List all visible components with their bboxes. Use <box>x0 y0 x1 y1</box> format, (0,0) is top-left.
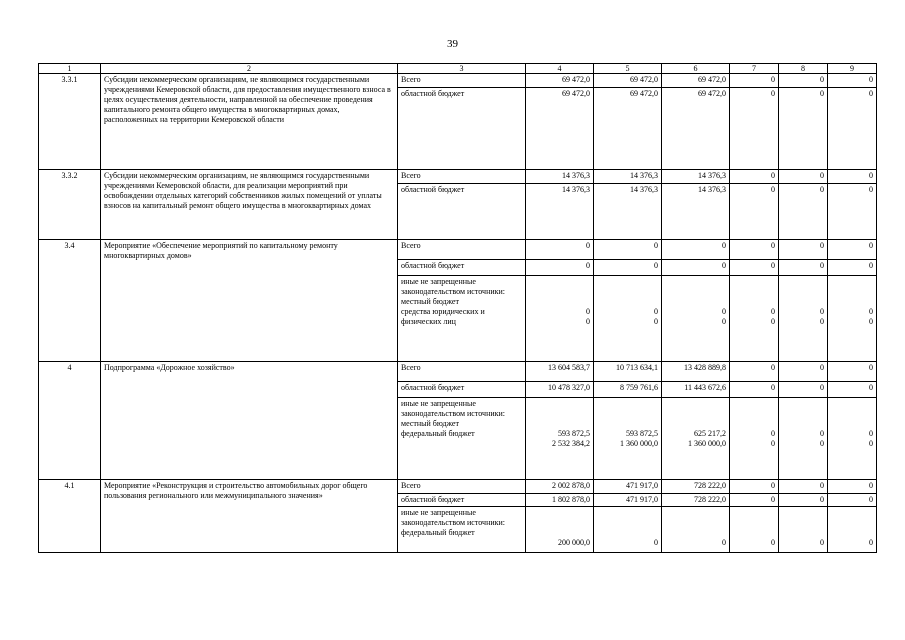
funding-value: 0 <box>730 260 779 276</box>
funding-value: 0 <box>828 362 877 382</box>
spacer <box>782 399 824 429</box>
funding-value: 14 376,3 <box>662 184 730 240</box>
funding-value: 1 802 878,0 <box>526 494 594 507</box>
funding-value: 69 472,0 <box>526 88 594 170</box>
spacer <box>831 277 873 307</box>
funding-value: 10 713 634,1 <box>594 362 662 382</box>
funding-value-cell <box>828 276 877 362</box>
spacer <box>665 399 726 429</box>
funding-value: 13 428 889,8 <box>662 362 730 382</box>
funding-value: 0 <box>779 362 828 382</box>
row-name: Субсидии некоммерческим организациям, не являющимся государственными учреждениями Кемеровской области, для предоставления имущественного взноса в целях осуществления деятельности, направленной на обеспечение проведения капитального ремонта общего имущества в многоквартирных домах, расположенных на территории Кемеровской области <box>101 74 398 170</box>
funding-value: 0 <box>820 317 824 326</box>
funding-value: 0 <box>828 88 877 170</box>
column-header: 5 <box>594 64 662 74</box>
table-row <box>39 362 877 382</box>
funding-value: 0 <box>730 494 779 507</box>
spacer <box>529 508 590 538</box>
header-row <box>39 64 877 74</box>
row-name: Подпрограмма «Дорожное хозяйство» <box>101 362 398 480</box>
funding-value: 0 <box>586 307 590 316</box>
funding-value: 0 <box>771 317 775 326</box>
row-code: 4 <box>39 362 101 480</box>
spacer <box>782 277 824 307</box>
row-code: 3.4 <box>39 240 101 362</box>
funding-value: 0 <box>654 538 658 547</box>
funding-value: 0 <box>869 307 873 316</box>
other-sources-heading: иные не запрещенные законодательством источники: <box>401 277 506 296</box>
funding-value-cell <box>594 276 662 362</box>
funding-value: 0 <box>654 317 658 326</box>
column-header: 3 <box>398 64 526 74</box>
spacer <box>597 508 658 538</box>
funding-value: 471 917,0 <box>594 480 662 494</box>
funding-value: 69 472,0 <box>594 88 662 170</box>
funding-value: 0 <box>730 382 779 398</box>
funding-value-cell <box>828 507 877 553</box>
funding-value: 0 <box>662 260 730 276</box>
funding-source: Всего <box>398 480 526 494</box>
funding-value: 69 472,0 <box>526 74 594 88</box>
funding-value: 0 <box>828 74 877 88</box>
funding-value-cell <box>526 276 594 362</box>
funding-value: 14 376,3 <box>594 184 662 240</box>
funding-source: областной бюджет <box>398 494 526 507</box>
funding-value-cell <box>779 507 828 553</box>
spacer <box>733 399 775 429</box>
funding-value: 0 <box>730 88 779 170</box>
funding-value-cell <box>526 398 594 480</box>
row-name: Мероприятие «Обеспечение мероприятий по капитальному ремонту многоквартирных домов» <box>101 240 398 362</box>
funding-value: 728 222,0 <box>662 480 730 494</box>
column-header: 1 <box>39 64 101 74</box>
row-code: 4.1 <box>39 480 101 553</box>
funding-source: средства юридических и физических лиц <box>401 307 485 326</box>
spacer <box>597 277 658 307</box>
funding-value: 0 <box>771 429 775 438</box>
funding-value: 0 <box>779 240 828 260</box>
funding-value: 0 <box>771 538 775 547</box>
funding-value: 0 <box>779 480 828 494</box>
funding-value: 0 <box>869 439 873 448</box>
funding-value-cell <box>662 507 730 553</box>
funding-source: Всего <box>398 170 526 184</box>
funding-value: 0 <box>828 184 877 240</box>
funding-value: 0 <box>779 170 828 184</box>
funding-value: 471 917,0 <box>594 494 662 507</box>
column-header: 8 <box>779 64 828 74</box>
funding-source: областной бюджет <box>398 88 526 170</box>
funding-value: 0 <box>662 240 730 260</box>
funding-value-cell <box>594 507 662 553</box>
funding-value: 10 478 327,0 <box>526 382 594 398</box>
funding-value: 69 472,0 <box>662 74 730 88</box>
page-number: 39 <box>447 38 458 50</box>
column-header: 9 <box>828 64 877 74</box>
spacer <box>529 277 590 307</box>
column-header: 6 <box>662 64 730 74</box>
funding-value: 0 <box>586 317 590 326</box>
funding-value: 0 <box>722 307 726 316</box>
funding-value-cell <box>779 276 828 362</box>
funding-value: 0 <box>779 260 828 276</box>
spacer <box>665 277 726 307</box>
funding-source: местный бюджет <box>401 297 459 306</box>
row-code: 3.3.2 <box>39 170 101 240</box>
funding-value: 0 <box>594 260 662 276</box>
funding-value: 625 217,2 <box>694 429 726 438</box>
funding-value: 0 <box>828 480 877 494</box>
funding-value-cell <box>730 276 779 362</box>
funding-value: 0 <box>722 538 726 547</box>
funding-value: 0 <box>820 439 824 448</box>
funding-value: 1 360 000,0 <box>620 439 658 448</box>
spacer <box>831 399 873 429</box>
funding-value: 593 872,5 <box>626 429 658 438</box>
spacer <box>782 508 824 538</box>
other-sources <box>398 276 526 362</box>
funding-value: 0 <box>779 74 828 88</box>
funding-source: областной бюджет <box>398 382 526 398</box>
funding-value: 0 <box>722 317 726 326</box>
funding-value: 0 <box>526 240 594 260</box>
funding-source: областной бюджет <box>398 184 526 240</box>
funding-value: 0 <box>730 240 779 260</box>
table-row <box>39 240 877 260</box>
funding-value-cell <box>594 398 662 480</box>
funding-value: 0 <box>820 307 824 316</box>
funding-value: 593 872,5 <box>558 429 590 438</box>
funding-value-cell <box>526 507 594 553</box>
column-header: 2 <box>101 64 398 74</box>
funding-value: 200 000,0 <box>558 538 590 547</box>
funding-value: 0 <box>869 317 873 326</box>
funding-value: 0 <box>771 439 775 448</box>
funding-value-cell <box>662 276 730 362</box>
funding-source: местный бюджет <box>401 419 459 428</box>
column-header: 7 <box>730 64 779 74</box>
funding-value: 0 <box>828 170 877 184</box>
funding-value-cell <box>730 507 779 553</box>
funding-value-cell <box>730 398 779 480</box>
table-row <box>39 74 877 88</box>
funding-value: 8 759 761,6 <box>594 382 662 398</box>
table-row <box>39 170 877 184</box>
row-code: 3.3.1 <box>39 74 101 170</box>
funding-value: 0 <box>779 382 828 398</box>
other-sources-heading: иные не запрещенные законодательством источники: <box>401 508 506 527</box>
funding-source: Всего <box>398 74 526 88</box>
funding-value: 0 <box>730 184 779 240</box>
funding-value: 14 376,3 <box>594 170 662 184</box>
funding-value: 69 472,0 <box>594 74 662 88</box>
funding-value: 0 <box>828 494 877 507</box>
row-name: Субсидии некоммерческим организациям, не являющимся государственными учреждениями Кемеровской области, для реализации мероприятий при освобождении отдельных категорий собственников жилых помещений от уплаты взносов на капитальный ремонт общего имущества в многоквартирных домах <box>101 170 398 240</box>
funding-value: 13 604 583,7 <box>526 362 594 382</box>
table-row <box>39 480 877 494</box>
funding-value: 2 002 878,0 <box>526 480 594 494</box>
funding-value: 14 376,3 <box>662 170 730 184</box>
funding-value: 2 532 384,2 <box>552 439 590 448</box>
other-sources-heading: иные не запрещенные законодательством источники: <box>401 399 506 418</box>
funding-value: 0 <box>526 260 594 276</box>
funding-value: 0 <box>828 240 877 260</box>
funding-value: 0 <box>779 184 828 240</box>
funding-source: федеральный бюджет <box>401 429 475 438</box>
spacer <box>733 277 775 307</box>
row-name: Мероприятие «Реконструкция и строительство автомобильных дорог общего пользования регионального или межмуниципального значения» <box>101 480 398 553</box>
funding-source: областной бюджет <box>398 260 526 276</box>
funding-value: 728 222,0 <box>662 494 730 507</box>
funding-value: 0 <box>779 88 828 170</box>
funding-value: 1 360 000,0 <box>688 439 726 448</box>
funding-value: 11 443 672,6 <box>662 382 730 398</box>
funding-value: 0 <box>820 429 824 438</box>
funding-value: 0 <box>828 382 877 398</box>
other-sources <box>398 398 526 480</box>
budget-table <box>38 63 877 553</box>
funding-value-cell <box>828 398 877 480</box>
funding-value: 14 376,3 <box>526 184 594 240</box>
funding-value-cell <box>662 398 730 480</box>
funding-value: 0 <box>730 74 779 88</box>
funding-value: 0 <box>771 307 775 316</box>
funding-value: 0 <box>828 260 877 276</box>
funding-source: федеральный бюджет <box>401 528 475 537</box>
spacer <box>733 508 775 538</box>
funding-value: 0 <box>869 538 873 547</box>
funding-source: Всего <box>398 362 526 382</box>
funding-value: 69 472,0 <box>662 88 730 170</box>
funding-value: 0 <box>820 538 824 547</box>
funding-value: 14 376,3 <box>526 170 594 184</box>
spacer <box>597 399 658 429</box>
spacer <box>529 399 590 429</box>
column-header: 4 <box>526 64 594 74</box>
funding-value: 0 <box>730 480 779 494</box>
funding-source: Всего <box>398 240 526 260</box>
other-sources <box>398 507 526 553</box>
funding-value-cell <box>779 398 828 480</box>
spacer <box>665 508 726 538</box>
funding-value: 0 <box>654 307 658 316</box>
funding-value: 0 <box>779 494 828 507</box>
funding-value: 0 <box>594 240 662 260</box>
spacer <box>831 508 873 538</box>
funding-value: 0 <box>869 429 873 438</box>
funding-value: 0 <box>730 170 779 184</box>
funding-value: 0 <box>730 362 779 382</box>
